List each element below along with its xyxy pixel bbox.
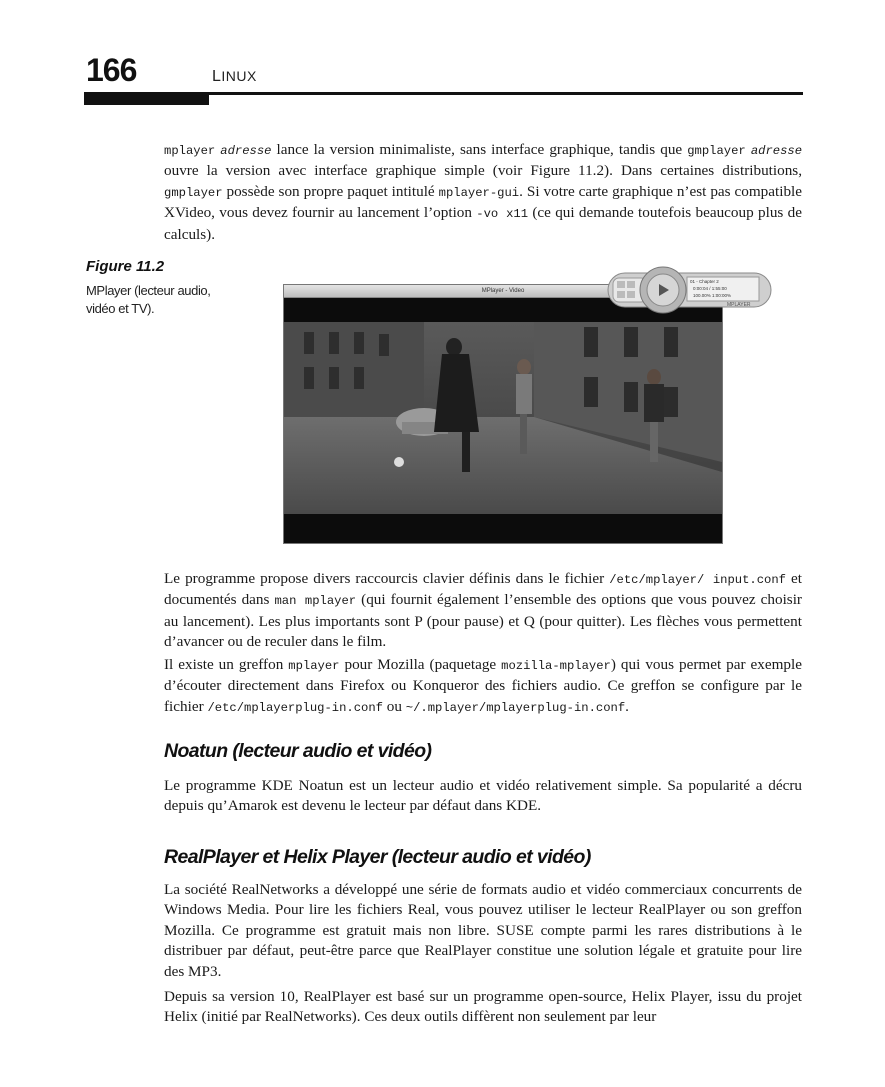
header-block xyxy=(84,92,209,105)
code-etc-plugin-conf: /etc/mplayerplug-in.conf xyxy=(207,700,383,715)
keys-text-2: et documentés dans xyxy=(164,570,802,609)
skin-line-2: 0:00:04 / 1:55:00 xyxy=(693,286,727,291)
skin-brand: MPLAYER xyxy=(727,302,751,308)
running-title-initial: L xyxy=(212,68,222,85)
intro-text-5: (ce qui demande toutefois beaucoup plus de calculs). xyxy=(164,204,802,243)
code-input-conf: /etc/mplayer/ input.conf xyxy=(609,573,786,587)
code-mozilla-mplayer: mozilla-mplayer xyxy=(501,659,611,673)
plugin-text-2: pour Mozilla (paquetage xyxy=(339,656,502,673)
code-adresse: adresse xyxy=(220,144,272,158)
intro-text-3: possède son propre paquet intitulé xyxy=(222,182,439,200)
intro-text-1: lance la version minimaliste, sans interface graphique, tandis que xyxy=(271,141,688,158)
plugin-text-1: Il existe un greffon xyxy=(164,656,289,673)
running-title-rest: INUX xyxy=(221,68,257,84)
intro-text-4: . Si votre carte graphique n’est pas compatible XVideo, vous devez fournir au lancement l’option xyxy=(164,182,803,222)
plugin-text-3: ) qui vous permet par exemple d’écouter directement dans Firefox ou Konqueror des fichiers audio. Ce greffon se configure par le fichier xyxy=(164,656,802,715)
plugin-text-4: ou xyxy=(382,697,406,715)
video-area xyxy=(284,298,722,543)
keys-text-3: (qui fournit également l’ensemble des options que vous pouvez choisir au lancement). Les plus importants sont P (pour pause) et Q (pour quitter). Les flèches vous permettent d’avancer ou de reculer dans le film. xyxy=(164,591,802,651)
code-mplayer-gui: mplayer-gui xyxy=(438,185,520,200)
skin-line-3: 100.00% 1:00:00% xyxy=(693,293,732,298)
skin-button-4[interactable] xyxy=(627,291,635,298)
heading-realplayer: RealPlayer et Helix Player (lecteur audio et vidéo) xyxy=(164,846,591,868)
code-mplayer: mplayer xyxy=(164,144,216,158)
keys-text-1: Le programme propose divers raccourcis clavier définis dans le fichier xyxy=(164,570,610,587)
figure-caption: MPlayer (lecteur audio, vidéo et TV). xyxy=(86,283,211,316)
keys-paragraph xyxy=(164,569,802,653)
plugin-paragraph xyxy=(164,655,802,718)
code-gmplayer-2: gmplayer xyxy=(164,185,223,200)
running-title xyxy=(212,68,257,86)
skin-line-1: 01 - Chapter 2 xyxy=(690,279,719,284)
noatun-paragraph: Le programme KDE Noatun est un lecteur audio et vidéo relativement simple. Sa popularité a décru depuis qu’Amarok est devenu le lecteur par défaut dans KDE. xyxy=(164,777,802,815)
page-number: 166 xyxy=(86,52,137,88)
mplayer-video-window xyxy=(283,284,723,544)
skin-button-2[interactable] xyxy=(627,281,635,288)
plugin-text-5: . xyxy=(625,697,629,715)
skin-button-1[interactable] xyxy=(617,281,625,288)
code-vo-x11: -vo x11 xyxy=(476,207,529,222)
realplayer-paragraph-2: Depuis sa version 10, RealPlayer est basé sur un programme open-source, Helix Player, issu du projet Helix (initié par RealNetworks). Ces deux outils diffèrent non seulement par leur xyxy=(164,988,802,1026)
skin-button-3[interactable] xyxy=(617,291,625,298)
mplayer-skin-panel xyxy=(607,265,772,315)
code-adresse-2: adresse xyxy=(750,144,803,158)
intro-paragraph xyxy=(164,140,802,245)
realplayer-paragraph-1: La société RealNetworks a développé une série de formats audio et vidéo commerciaux concurrents de Windows Media. Pour lire les fichiers Real, vous pouvez utiliser le lecteur RealPlayer ou son greffon Mozilla. Ce programme est gratuit mais non libre. SUSE compte parmi les rares distributions à le distribuer par défaut, peut-être parce que RealPlayer constitue une solution légale et gratuite pour lire des MP3. xyxy=(164,881,802,980)
video-window-titlebar: MPlayer - Video xyxy=(284,285,722,298)
video-frame xyxy=(284,322,722,514)
heading-noatun: Noatun (lecteur audio et vidéo) xyxy=(164,740,432,762)
figure-label: Figure 11.2 xyxy=(86,258,165,275)
code-mplayer-3: mplayer xyxy=(288,659,340,673)
code-gmplayer: gmplayer xyxy=(687,144,746,158)
code-home-plugin-conf: ~/.mplayer/mplayerplug-in.conf xyxy=(405,700,626,715)
code-man-mplayer: man mplayer xyxy=(274,594,357,609)
intro-text-2: ouvre la version avec interface graphique simple (voir Figure 11.2). Dans certaines distributions, xyxy=(164,162,802,180)
